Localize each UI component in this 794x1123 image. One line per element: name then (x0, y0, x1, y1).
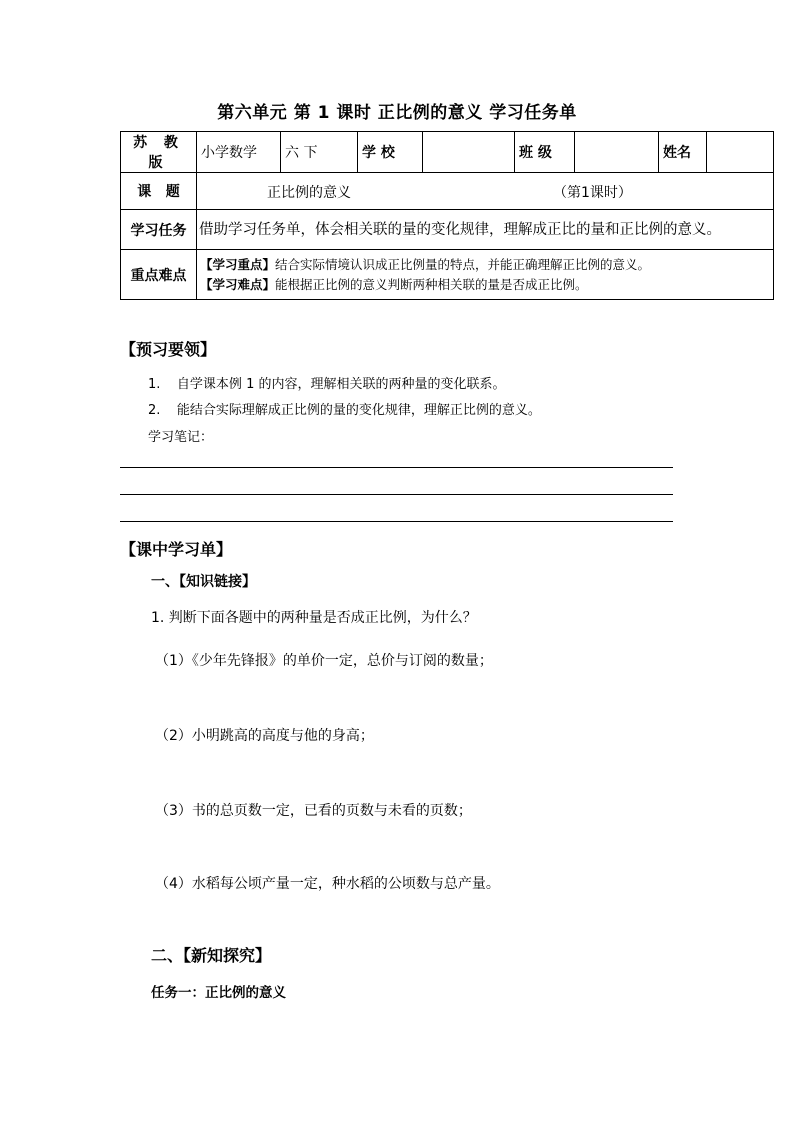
school-label: 学 校 (358, 132, 423, 173)
question-2: （2）小明跳高的高度与他的身高； (155, 728, 374, 744)
class-label: 班 级 (515, 132, 575, 173)
notes-line-2[interactable] (120, 494, 673, 495)
task-row (121, 210, 774, 250)
lesson-row (121, 173, 774, 210)
difficulty-line (200, 275, 770, 295)
name-field[interactable] (707, 132, 774, 173)
lesson-period: （第1课时） (553, 185, 632, 201)
key-label: 重点难点 (121, 250, 197, 300)
name-label: 姓名 (659, 132, 707, 173)
question-1: （1）《少年先锋报》的单价一定，总价与订阅的数量； (155, 653, 493, 669)
inclass-heading: 【课中学习单】 (120, 540, 233, 559)
header-row (121, 132, 774, 173)
difficulty-text: 能根据正比例的意义判断两种相关联的量是否成正比例。 (275, 276, 588, 292)
new-knowledge-heading: 二、【新知探究】 (151, 946, 272, 965)
question-3: （3）书的总页数一定，已看的页数与未看的页数； (155, 803, 472, 819)
preview-heading: 【预习要领】 (120, 340, 217, 359)
lesson-name: 正比例的意义 (267, 185, 351, 201)
info-table (120, 131, 774, 300)
key-tag: 【学习重点】 (200, 256, 276, 272)
question-intro: 1. 判断下面各题中的两种量是否成正比例，为什么？ (151, 610, 477, 626)
page-title: 第六单元 第 1 课时 正比例的意义 学习任务单 (217, 103, 577, 123)
class-field[interactable] (575, 132, 659, 173)
subject-cell: 小学数学 (197, 132, 281, 173)
key-row (121, 250, 774, 300)
notes-line-1[interactable] (120, 467, 673, 468)
difficulty-tag: 【学习难点】 (200, 276, 276, 292)
edition-cell: 苏 教 版 (121, 132, 197, 173)
lesson-cell (197, 173, 774, 210)
grade-cell: 六 下 (281, 132, 358, 173)
preview-item-2: 2. 能结合实际理解成正比例的量的变化规律，理解正比例的意义。 (148, 403, 541, 418)
question-4: （4）水稻每公顷产量一定，种水稻的公顷数与总产量。 (155, 876, 500, 892)
notes-line-3[interactable] (120, 521, 673, 522)
key-point-line (200, 255, 770, 275)
key-points (197, 250, 774, 300)
notes-label: 学习笔记： (148, 430, 214, 445)
preview-item-1: 1. 自学课本例 1 的内容，理解相关联的两种量的变化联系。 (148, 377, 506, 392)
knowledge-link-heading: 一、【知识链接】 (151, 574, 256, 590)
task-one-heading: 任务一：正比例的意义 (151, 985, 286, 1001)
lesson-label: 课 题 (121, 173, 197, 210)
task-label: 学习任务 (121, 210, 197, 250)
key-text: 结合实际情境认识成正比例量的特点，并能正确理解正比例的意义。 (275, 256, 651, 272)
school-field[interactable] (423, 132, 515, 173)
task-text: 借助学习任务单，体会相关联的量的变化规律，理解成正比的量和正比例的意义。 (197, 210, 774, 250)
